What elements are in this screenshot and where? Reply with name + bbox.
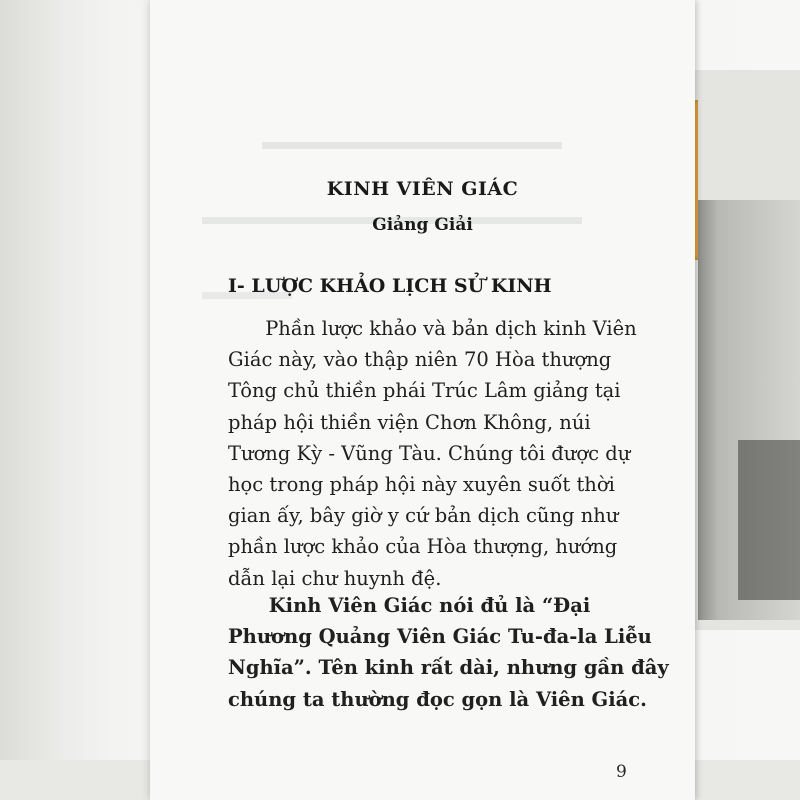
paragraph-2 — [228, 590, 668, 715]
paragraph-line: gian ấy, bây giờ y cứ bản dịch cũng như — [228, 504, 619, 528]
section-heading: I- LƯỢC KHẢO LỊCH SỬ KINH — [228, 275, 552, 297]
paragraph-line: Tương Kỳ - Vũng Tàu. Chúng tôi được dự — [228, 441, 631, 465]
background-object — [698, 200, 800, 620]
paragraph-line: Giác này, vào thập niên 70 Hòa thượng — [228, 348, 612, 372]
paragraph-line: học trong pháp hội này xuyên suốt thời — [228, 473, 615, 497]
paragraph-1 — [228, 313, 668, 594]
left-book-edge — [0, 0, 110, 800]
paragraph-line: dẫn lại chư huynh đệ. — [228, 566, 442, 590]
show-through-text — [202, 86, 622, 160]
paragraph-line: chúng ta thường đọc gọn là Viên Giác. — [228, 687, 647, 711]
paragraph-line: Nghĩa”. Tên kinh rất dài, nhưng gần đây — [228, 656, 669, 680]
book-page — [150, 0, 695, 800]
paragraph-line: Phương Quảng Viên Giác Tu-đa-la Liễu — [228, 625, 652, 649]
paragraph-line: Kinh Viên Giác nói đủ là “Đại — [228, 594, 591, 617]
paragraph-line: Tông chủ thiền phái Trúc Lâm giảng tại — [228, 379, 621, 403]
paragraph-line: Phần lược khảo và bản dịch kinh Viên — [228, 317, 637, 340]
page-title: KINH VIÊN GIÁC — [326, 178, 519, 200]
page-subtitle: Giảng Giải — [372, 215, 473, 235]
paragraph-line: pháp hội thiền viện Chơn Không, núi — [228, 410, 591, 434]
paragraph-line: phần lược khảo của Hòa thượng, hướng — [228, 535, 618, 559]
page-number: 9 — [616, 762, 627, 782]
